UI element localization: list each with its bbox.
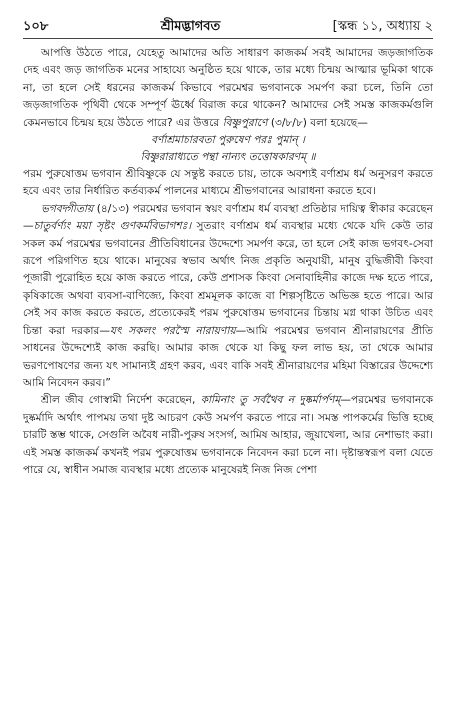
paragraph-objection: আপত্তি উঠতে পারে, যেহেতু আমাদের অতি সাধারণ কাজকর্ম সবই আমাদের জড়জাগতিক দেহ এবং জড় জাগতিক মনের সাহায্যে অনুষ্ঠিত হয়ে থাকে, তার মধ্যে চিন্ময় আত্মার ভূমিকা থাকে না, তা হলে সেই ধরনের কাজকর্ম কিভাবে পরমেশ্বর ভগবানকে সমর্পণ করা চলে, তিনি তো জড়জাগতিক পৃথিবী থেকে সম্পূর্ণ ঊর্ধ্বে বিরাজ করে থাকেন? আমাদের সেই সমস্ত কাজকর্মগুলি কেমনভাবে চিন্ময় হয়ে উঠতে পারে? এর উত্তরে বিষ্ণুপুরাণে (৩/৮/৮) বলা হয়েছে—	[23, 47, 433, 129]
paragraph-jiva-goswami: শ্রীল জীব গোস্বামী নির্দেশ করেছেন, কামিনাং তু সর্বথৈব ন দুষ্কর্মার্পণম্—পরমেশ্বর ভগবানকে দুষ্কর্মাদি অর্থাৎ পাপময় তথা দুষ্ট আচরণ কেউ সমর্পণ করতে পারে না। সমস্ত পাপকর্মের ভিত্তি হচ্ছে চারটি স্তম্ভ থাকে, সেগুলি অবৈধ নারী-পুরুষ সংসর্গ, আমিষ আহার, জুয়াখেলা, আর নেশাভাং করা। এই সমস্ত কাজকর্ম কখনই পরম পুরুষোত্তম ভগবানকে নিবেদন করা চলে না। দৃষ্টান্তস্বরূপ বলা যেতে পারে যে, স্বাধীন সমাজ ব্যবস্থার মধ্যে প্রত্যেক মানুষেরই নিজ নিজ পেশা	[23, 394, 434, 476]
gita-title: ভগবদ্গীতায়	[41, 202, 94, 215]
vishnu-purana-reference: (৩/৮/৮) বলা হয়েছে—	[270, 116, 368, 129]
sanskrit-verse-line-1: বর্ণাশ্রমাচারবতা পুরুষেণ পরঃ পুমান্ ।	[151, 134, 305, 147]
gita-reference: (৪/১৩)	[96, 202, 130, 215]
chapter-reference: [স্কন্ধ ১১, অধ্যায় ২	[332, 19, 433, 34]
paragraph-bhagavad-gita: ভগবদ্গীতায় (৪/১৩) পরমেশ্বর ভগবান স্বয়ং বর্ণাশ্রম ধর্ম ব্যবস্থা প্রতিষ্ঠার দায়িত্ব স্বীকার করেছেন—চাতুর্বর্ণ্যং ময়া সৃষ্টং গুণকর্মবিভাগশঃ। সুতরাং বর্ণাশ্রম ধর্ম ব্যবস্থার মধ্যে থেকে যদি কেউ তার সকল কর্ম পরমেশ্বর ভগবানের প্রীতিবিধানের উদ্দেশ্যে সমর্পণ করে, তা হলে সেই কাজ ভগবৎ-সেবা রূপে পরিগণিত হয়ে থাকে। মানুষের স্বভাব অর্থাৎ নিজ প্রকৃতি অনুযায়ী, মানুষ বুদ্ধিজীবী কিংবা পূজারী পুরোহিত হয়ে কাজ করতে পারে, কেউ প্রশাসক কিংবা সেনাবাহিনীর কাজে দক্ষ হতে পারে, কৃষিকাজে অথবা ব্যবসা-বাণিজ্যে, কিংবা শ্রমমূলক কাজে বা শিল্পসৃষ্টিতে অভিজ্ঞ হতে পারে। আর সেই সব কাজ করতে করতে, প্রত্যেকেরই পরম পুরুষোত্তম ভগবানের চিন্তায় মগ্ন থাকা উচিত এবং চিন্তা করা দরকার—যৎ সকলং পরস্মৈ নারায়ণায়—আমি পরমেশ্বর ভগবান শ্রীনারায়ণের প্রীতি সাধনের উদ্দেশ্যেই কাজ করছি। আমার কাজ থেকে যা কিছু ফল লাভ হয়, তা থেকে আমার ভরণপোষণের জন্য যৎ সামান্যই গ্রহণ করব, এবং বাকি সবই শ্রীনারায়ণের মহিমা বিস্তারের উদ্দেশ্যে আমি নিবেদন করব।”	[23, 202, 434, 389]
gita-quote: চাতুর্বর্ণ্যং ময়া সৃষ্টং গুণকর্মবিভাগশঃ।	[33, 220, 192, 233]
page-number: ১০৮	[23, 19, 49, 34]
jiva-goswami-quote: কামিনাং তু সর্বথৈব ন দুষ্কর্মার্পণম্—	[200, 394, 351, 407]
narayana-quote: যৎ সকলং পরস্মৈ নারায়ণায়—	[109, 324, 247, 337]
purport-text	[23, 45, 433, 479]
book-title: শ্রীমদ্ভাগবত	[160, 19, 221, 34]
sanskrit-verse-line-2: বিষ্ণুরারাধ্যতে পন্থা নান্যৎ তত্তোষকারণম্ ॥	[140, 151, 316, 164]
page-header	[23, 18, 433, 39]
paragraph-translation: পরম পুরুষোত্তম ভগবান শ্রীবিষ্ণুকে যে সন্তুষ্ট করতে চায়, তাকে অবশ্যই বর্ণাশ্রম ধর্ম অনুসরণ করতে হবে এবং তার নির্ধারিত কর্তব্যকর্ম পালনের মাধ্যমে শ্রীভগবানের আরাধনা করতে হবে।	[23, 168, 433, 198]
vishnu-purana-title: বিষ্ণুপুরাণে	[222, 116, 268, 129]
